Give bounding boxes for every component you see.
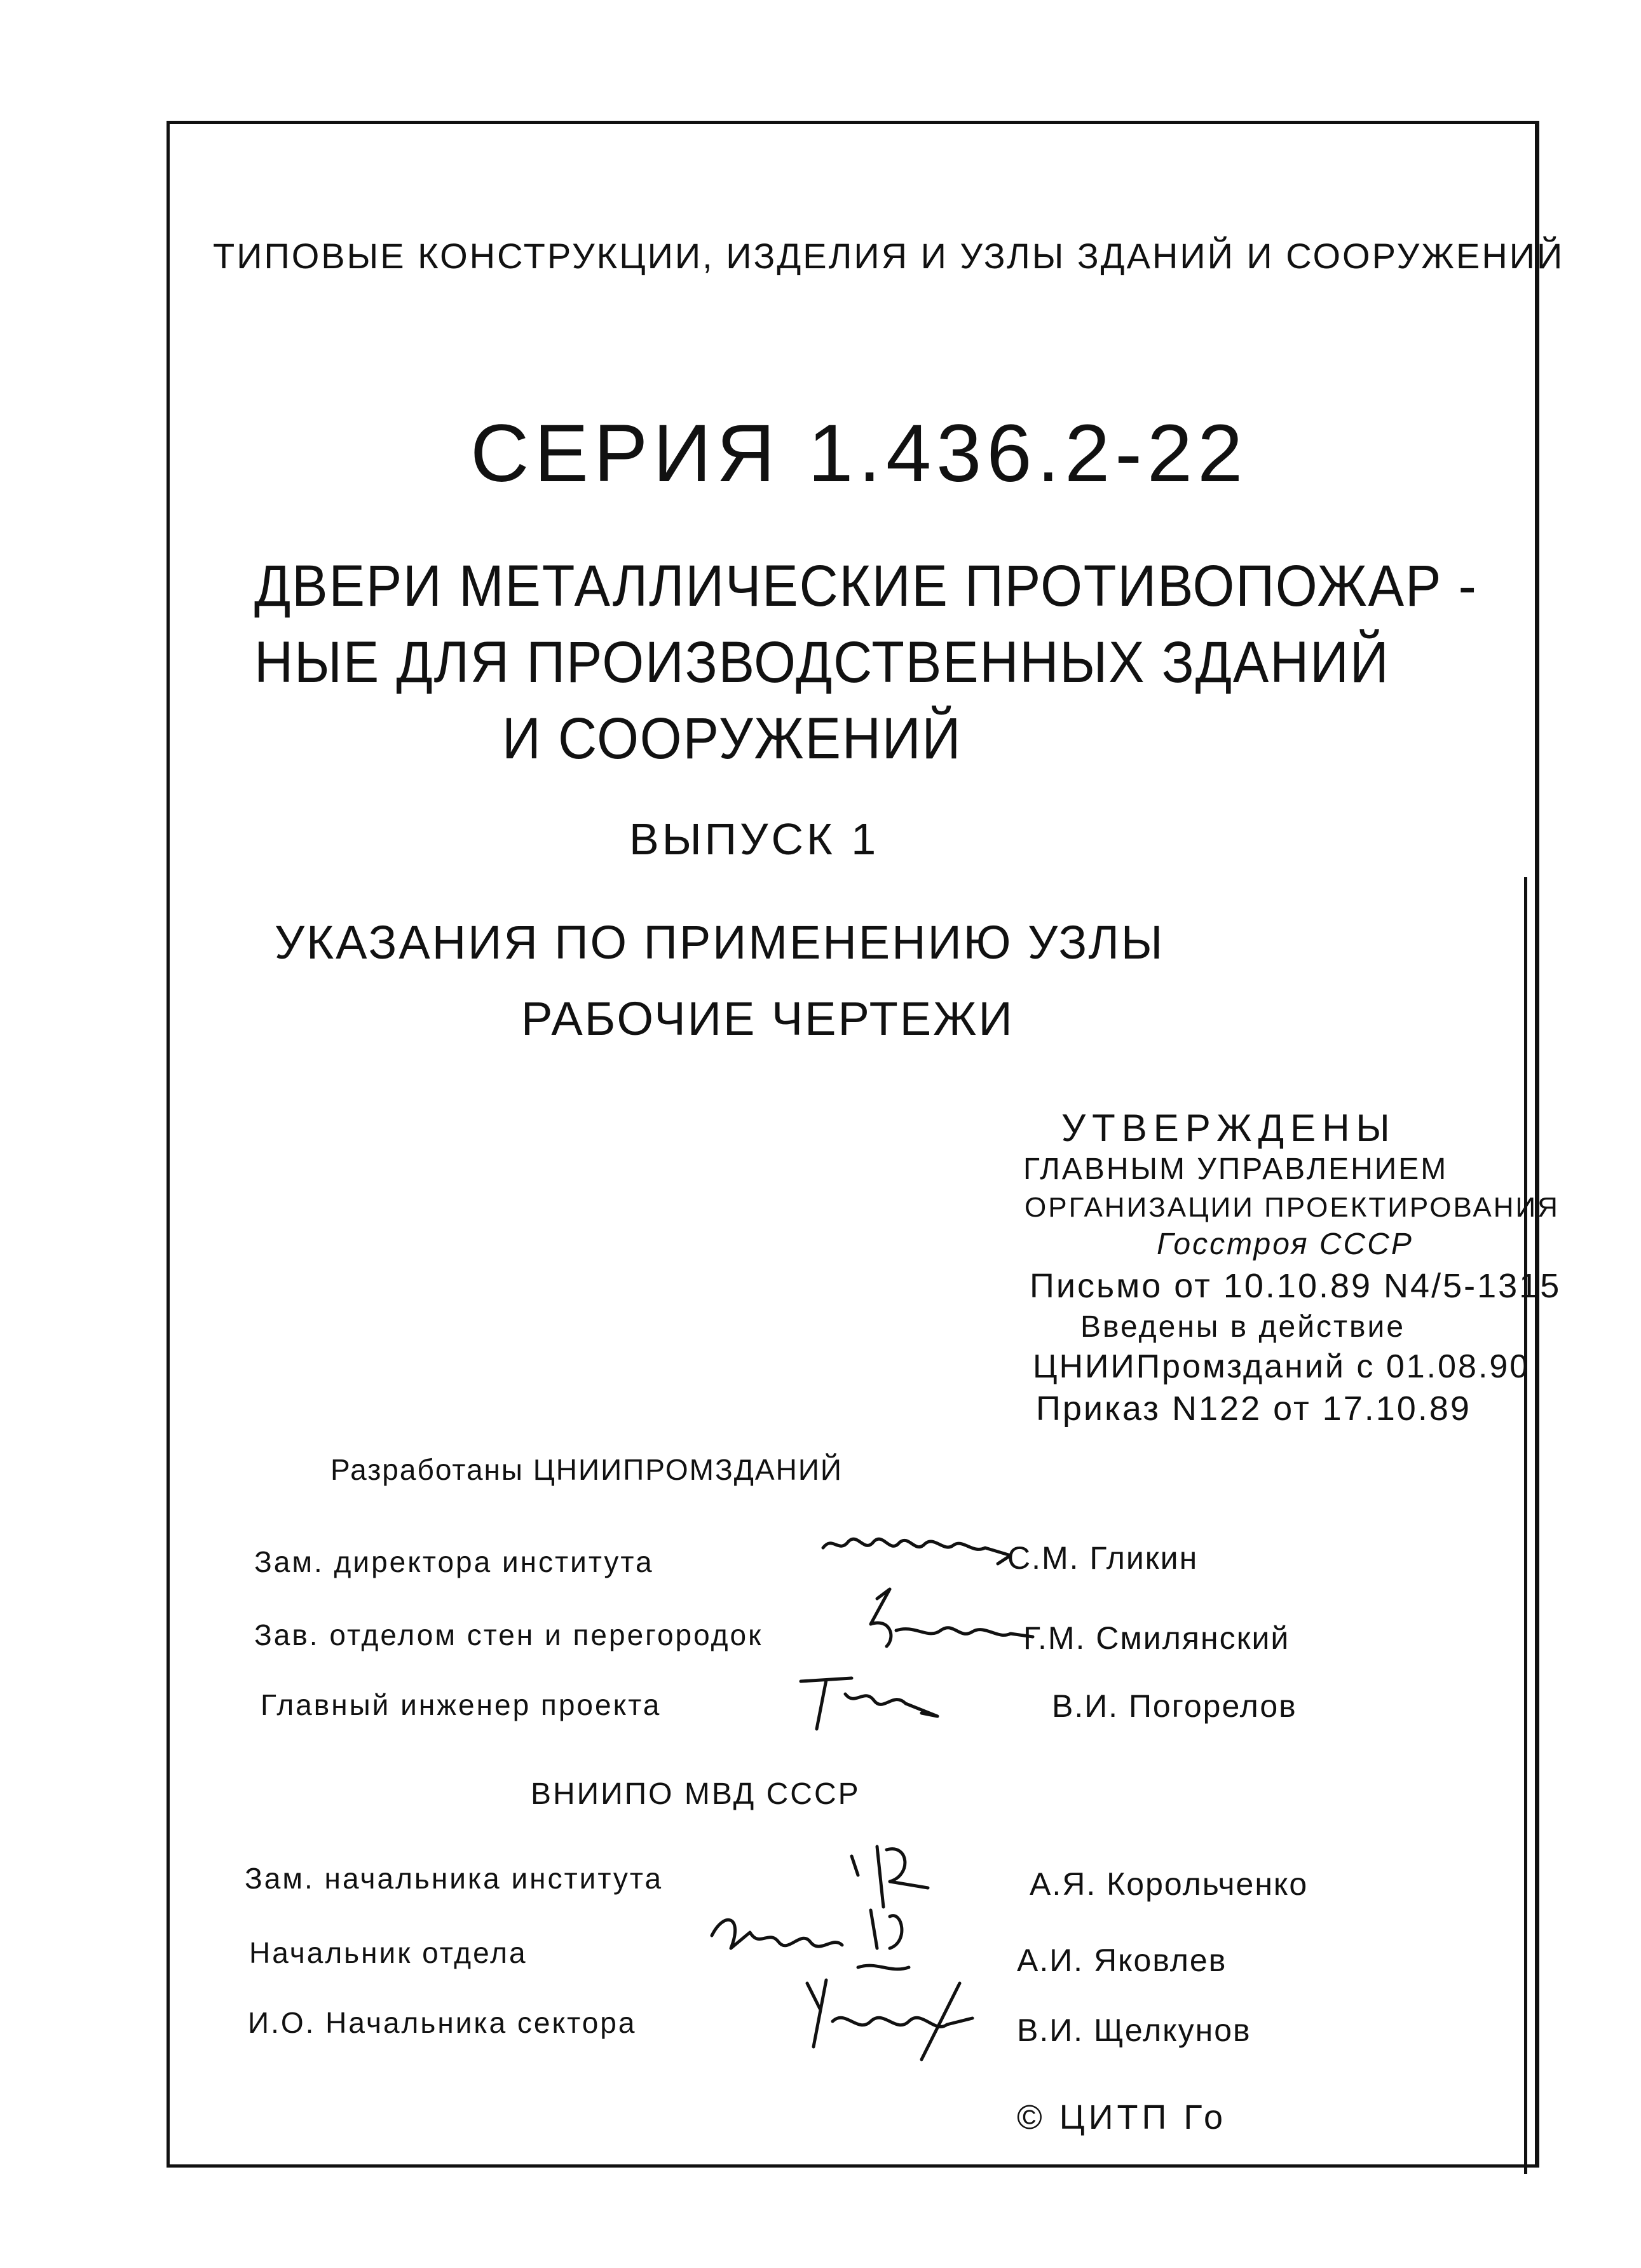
approval-line-7: Приказ N122 от 17.10.89 bbox=[1036, 1390, 1471, 1428]
title-line-2: НЫЕ ДЛЯ ПРОИЗВОДСТВЕННЫХ ЗДАНИЙ bbox=[254, 630, 1390, 695]
signature-glikin bbox=[820, 1529, 1017, 1573]
co-developer-label: ВНИИПО МВД СССР bbox=[531, 1777, 861, 1811]
signatory-name: В.И. Погорелов bbox=[1052, 1688, 1297, 1724]
approval-line-1: ГЛАВНЫМ УПРАВЛЕНИЕМ bbox=[1023, 1152, 1448, 1186]
subtitle-line-2: РАБОЧИЕ ЧЕРТЕЖИ bbox=[521, 992, 1014, 1045]
signatory-name: С.М. Гликин bbox=[1007, 1540, 1199, 1576]
scan-edge-mark bbox=[1524, 877, 1527, 2174]
subtitle-line-1: УКАЗАНИЯ ПО ПРИМЕНЕНИЮ УЗЛЫ bbox=[275, 916, 1165, 969]
approval-heading: УТВЕРЖДЕНЫ bbox=[1061, 1107, 1396, 1149]
series-number: СЕРИЯ 1.436.2-22 bbox=[470, 408, 1248, 499]
signatory-role: Зав. отделом стен и перегородок bbox=[254, 1618, 763, 1651]
signature-pogorelov bbox=[794, 1669, 947, 1739]
issue-number: ВЫПУСК 1 bbox=[629, 814, 880, 864]
signatory-role: Зам. директора института bbox=[254, 1545, 654, 1578]
signature-smilyansky bbox=[852, 1586, 1036, 1662]
developer-label: Разработаны ЦНИИПРОМЗДАНИЙ bbox=[330, 1453, 843, 1486]
signatory-role: Главный инженер проекта bbox=[261, 1688, 662, 1721]
approval-line-5: Введены в действие bbox=[1080, 1310, 1406, 1344]
signatory-name: Г.М. Смилянский bbox=[1023, 1620, 1290, 1656]
signatory-role: Зам. начальника института bbox=[245, 1862, 664, 1895]
signatory-name: А.И. Яковлев bbox=[1017, 1943, 1227, 1978]
signatory-role: И.О. Начальника сектора bbox=[248, 2006, 637, 2039]
signature-korolchenko bbox=[839, 1837, 941, 1913]
approval-line-2: ОРГАНИЗАЦИИ ПРОЕКТИРОВАНИЯ bbox=[1025, 1192, 1560, 1223]
copyright-mark: © ЦИТП Го bbox=[1017, 2098, 1227, 2136]
signatory-role: Начальник отдела bbox=[249, 1936, 528, 1969]
signatory-name: А.Я. Корольченко bbox=[1030, 1866, 1309, 1902]
collection-header: ТИПОВЫЕ КОНСТРУКЦИИ, ИЗДЕЛИЯ И УЗЛЫ ЗДАНИЙ И СООРУЖЕНИЙ bbox=[213, 236, 1565, 276]
title-line-3: И СООРУЖЕНИЙ bbox=[502, 706, 962, 771]
title-line-1: ДВЕРИ МЕТАЛЛИЧЕСКИЕ ПРОТИВОПОЖАР - bbox=[254, 554, 1478, 618]
signatory-name: В.И. Щелкунов bbox=[1017, 2012, 1251, 2048]
signature-shchelkunov bbox=[788, 1971, 979, 2072]
approval-line-6: ЦНИИПромзданий с 01.08.90 bbox=[1033, 1348, 1530, 1385]
approval-line-3: Госстроя СССР bbox=[1157, 1227, 1413, 1261]
approval-line-4: Письмо от 10.10.89 N4/5-1315 bbox=[1030, 1267, 1562, 1305]
